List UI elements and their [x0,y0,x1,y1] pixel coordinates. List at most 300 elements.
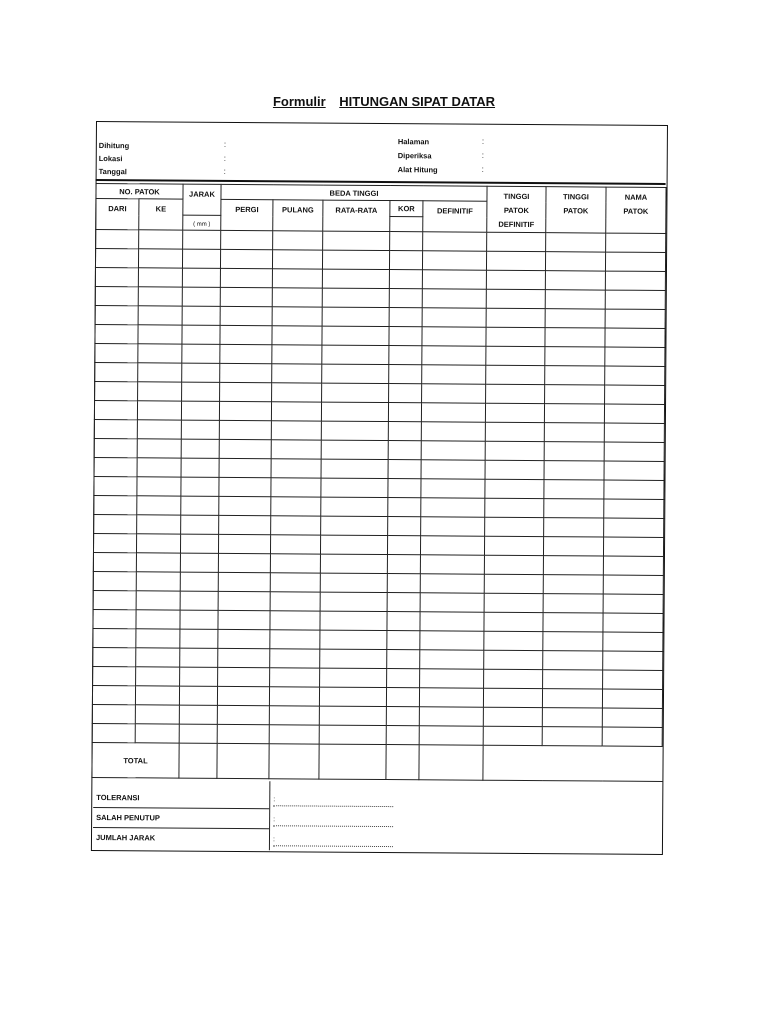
table-cell[interactable] [605,252,665,271]
table-cell[interactable] [389,327,422,346]
footer-field-jumlah-jarak[interactable]: : [273,835,393,847]
table-cell[interactable] [486,289,545,308]
total-cell[interactable] [319,744,386,779]
table-cell[interactable] [484,650,543,669]
table-cell[interactable] [271,402,321,421]
table-cell[interactable] [483,726,542,745]
table-cell[interactable] [137,439,181,458]
table-cell[interactable] [389,289,422,308]
table-cell[interactable] [484,593,543,612]
table-cell[interactable] [136,610,180,629]
table-cell[interactable] [544,423,604,442]
table-cell[interactable] [543,613,603,632]
table-cell[interactable] [387,669,420,688]
table-cell[interactable] [182,363,220,382]
table-cell[interactable] [181,458,219,477]
table-cell[interactable] [389,365,422,384]
table-cell[interactable] [272,307,322,326]
table-cell[interactable] [486,384,545,403]
table-cell[interactable] [181,401,219,420]
table-cell[interactable] [602,708,662,727]
table-cell[interactable] [136,591,180,610]
table-cell[interactable] [220,287,272,306]
table-cell[interactable] [180,629,218,648]
table-cell[interactable] [93,533,136,552]
table-cell[interactable] [271,440,321,459]
table-cell[interactable] [220,344,272,363]
table-cell[interactable] [543,537,603,556]
table-cell[interactable] [603,537,663,556]
table-cell[interactable] [271,459,321,478]
table-cell[interactable] [604,461,664,480]
table-cell[interactable] [322,364,389,383]
table-cell[interactable] [92,704,135,723]
table-cell[interactable] [604,404,664,423]
table-cell[interactable] [218,591,270,610]
table-cell[interactable] [219,458,271,477]
table-cell[interactable] [320,592,387,611]
table-cell[interactable] [93,571,136,590]
table-cell[interactable] [272,326,322,345]
table-cell[interactable] [136,572,180,591]
table-cell[interactable] [322,383,389,402]
table-cell[interactable] [485,460,544,479]
table-cell[interactable] [387,612,420,631]
table-cell[interactable] [322,288,389,307]
table-cell[interactable] [605,366,665,385]
table-cell[interactable] [94,438,137,457]
table-cell[interactable] [182,287,220,306]
table-cell[interactable] [420,555,484,574]
table-cell[interactable] [219,477,271,496]
table-cell[interactable] [93,609,136,628]
table-cell[interactable] [545,252,605,271]
table-cell[interactable] [220,325,272,344]
table-cell[interactable] [138,344,182,363]
table-cell[interactable] [270,554,320,573]
total-cell[interactable] [179,743,217,778]
table-cell[interactable] [272,383,322,402]
table-cell[interactable] [320,630,387,649]
table-cell[interactable] [321,459,388,478]
table-cell[interactable] [485,517,544,536]
table-cell[interactable] [218,629,270,648]
table-cell[interactable] [421,422,485,441]
table-cell[interactable] [220,306,272,325]
table-cell[interactable] [271,516,321,535]
table-cell[interactable] [322,269,389,288]
table-cell[interactable] [182,306,220,325]
table-cell[interactable] [420,612,484,631]
table-cell[interactable] [604,423,664,442]
table-cell[interactable] [486,346,545,365]
table-cell[interactable] [603,575,663,594]
table-cell[interactable] [179,705,217,724]
table-cell[interactable] [95,305,138,324]
table-cell[interactable] [94,457,137,476]
table-cell[interactable] [387,555,420,574]
table-cell[interactable] [388,403,421,422]
table-cell[interactable] [219,496,271,515]
table-cell[interactable] [181,515,219,534]
table-cell[interactable] [543,556,603,575]
table-cell[interactable] [139,230,183,249]
table-cell[interactable] [544,499,604,518]
table-cell[interactable] [136,667,180,686]
table-cell[interactable] [182,344,220,363]
table-cell[interactable] [321,516,388,535]
table-cell[interactable] [387,631,420,650]
table-cell[interactable] [485,498,544,517]
table-cell[interactable] [181,496,219,515]
table-cell[interactable] [271,478,321,497]
total-cell[interactable] [386,745,419,780]
table-cell[interactable] [322,250,389,269]
table-cell[interactable] [138,382,182,401]
table-cell[interactable] [485,479,544,498]
table-cell[interactable] [182,382,220,401]
table-cell[interactable] [387,536,420,555]
table-cell[interactable] [545,366,605,385]
table-cell[interactable] [321,402,388,421]
table-cell[interactable] [388,441,421,460]
table-cell[interactable] [270,611,320,630]
table-cell[interactable] [95,324,138,343]
table-cell[interactable] [269,687,319,706]
table-cell[interactable] [388,460,421,479]
table-cell[interactable] [605,271,665,290]
table-cell[interactable] [93,552,136,571]
table-cell[interactable] [93,590,136,609]
table-cell[interactable] [138,306,182,325]
table-cell[interactable] [422,346,486,365]
table-cell[interactable] [95,381,138,400]
table-cell[interactable] [183,230,221,249]
table-cell[interactable] [271,421,321,440]
table-cell[interactable] [320,554,387,573]
table-cell[interactable] [319,725,386,744]
table-cell[interactable] [421,479,485,498]
table-cell[interactable] [138,287,182,306]
table-cell[interactable] [545,309,605,328]
table-cell[interactable] [422,289,486,308]
table-cell[interactable] [322,326,389,345]
table-cell[interactable] [269,706,319,725]
table-cell[interactable] [486,365,545,384]
table-cell[interactable] [272,269,322,288]
table-cell[interactable] [545,271,605,290]
table-cell[interactable] [421,403,485,422]
table-cell[interactable] [321,478,388,497]
table-cell[interactable] [320,573,387,592]
table-cell[interactable] [388,517,421,536]
table-cell[interactable] [137,477,181,496]
table-cell[interactable] [272,364,322,383]
table-cell[interactable] [181,420,219,439]
table-cell[interactable] [543,632,603,651]
table-cell[interactable] [217,686,269,705]
table-cell[interactable] [486,308,545,327]
table-cell[interactable] [320,535,387,554]
table-cell[interactable] [219,420,271,439]
table-cell[interactable] [180,610,218,629]
table-cell[interactable] [321,497,388,516]
table-cell[interactable] [180,572,218,591]
table-cell[interactable] [420,631,484,650]
table-cell[interactable] [180,591,218,610]
table-cell[interactable] [182,249,220,268]
table-cell[interactable] [604,518,664,537]
table-cell[interactable] [484,574,543,593]
table-cell[interactable] [320,611,387,630]
table-cell[interactable] [95,286,138,305]
table-cell[interactable] [422,308,486,327]
table-cell[interactable] [421,498,485,517]
table-cell[interactable] [484,612,543,631]
table-cell[interactable] [545,385,605,404]
table-cell[interactable] [542,689,602,708]
table-cell[interactable] [94,400,137,419]
table-cell[interactable] [136,534,180,553]
table-cell[interactable] [388,422,421,441]
table-cell[interactable] [218,648,270,667]
table-cell[interactable] [546,233,606,252]
table-cell[interactable] [270,573,320,592]
table-cell[interactable] [389,346,422,365]
table-cell[interactable] [94,495,137,514]
table-cell[interactable] [602,727,662,746]
table-cell[interactable] [604,499,664,518]
table-cell[interactable] [92,723,135,742]
table-cell[interactable] [95,267,138,286]
table-cell[interactable] [320,649,387,668]
table-cell[interactable] [217,705,269,724]
table-cell[interactable] [180,648,218,667]
table-cell[interactable] [543,575,603,594]
table-cell[interactable] [179,724,217,743]
table-cell[interactable] [421,441,485,460]
table-cell[interactable] [321,421,388,440]
table-cell[interactable] [217,724,269,743]
table-cell[interactable] [542,727,602,746]
table-cell[interactable] [137,401,181,420]
table-cell[interactable] [182,325,220,344]
table-cell[interactable] [420,593,484,612]
table-cell[interactable] [390,232,423,251]
table-cell[interactable] [389,308,422,327]
table-cell[interactable] [93,647,136,666]
table-cell[interactable] [386,707,419,726]
total-cell[interactable] [217,743,269,778]
table-cell[interactable] [604,442,664,461]
table-cell[interactable] [421,517,485,536]
table-cell[interactable] [137,515,181,534]
table-cell[interactable] [387,593,420,612]
table-cell[interactable] [421,460,485,479]
table-cell[interactable] [319,687,386,706]
table-cell[interactable] [422,384,486,403]
table-cell[interactable] [388,479,421,498]
table-cell[interactable] [320,668,387,687]
table-cell[interactable] [386,726,419,745]
table-cell[interactable] [138,325,182,344]
table-cell[interactable] [270,592,320,611]
table-cell[interactable] [270,535,320,554]
table-cell[interactable] [219,401,271,420]
table-cell[interactable] [219,439,271,458]
table-cell[interactable] [94,514,137,533]
table-cell[interactable] [419,688,483,707]
table-cell[interactable] [603,594,663,613]
table-cell[interactable] [137,458,181,477]
table-cell[interactable] [319,706,386,725]
table-cell[interactable] [605,385,665,404]
table-cell[interactable] [544,480,604,499]
table-cell[interactable] [420,536,484,555]
table-cell[interactable] [484,631,543,650]
table-cell[interactable] [420,669,484,688]
table-cell[interactable] [270,630,320,649]
table-cell[interactable] [485,441,544,460]
table-cell[interactable] [220,382,272,401]
table-cell[interactable] [486,270,545,289]
table-cell[interactable] [270,649,320,668]
table-cell[interactable] [603,670,663,689]
table-cell[interactable] [323,231,390,250]
table-cell[interactable] [135,686,179,705]
table-cell[interactable] [182,268,220,287]
table-cell[interactable] [544,442,604,461]
table-cell[interactable] [94,419,137,438]
table-cell[interactable] [420,574,484,593]
table-cell[interactable] [269,725,319,744]
table-cell[interactable] [138,268,182,287]
table-cell[interactable] [544,518,604,537]
table-cell[interactable] [322,345,389,364]
table-cell[interactable] [544,404,604,423]
table-cell[interactable] [423,232,487,251]
table-cell[interactable] [484,536,543,555]
table-cell[interactable] [389,251,422,270]
table-cell[interactable] [419,726,483,745]
table-cell[interactable] [95,362,138,381]
table-cell[interactable] [273,231,323,250]
table-cell[interactable] [543,594,603,613]
table-cell[interactable] [272,288,322,307]
table-cell[interactable] [605,347,665,366]
table-cell[interactable] [93,628,136,647]
table-cell[interactable] [386,688,419,707]
table-cell[interactable] [218,553,270,572]
table-cell[interactable] [271,497,321,516]
table-cell[interactable] [484,669,543,688]
table-cell[interactable] [218,667,270,686]
table-cell[interactable] [138,249,182,268]
table-cell[interactable] [388,498,421,517]
table-cell[interactable] [180,534,218,553]
table-cell[interactable] [604,480,664,499]
table-cell[interactable] [93,666,136,685]
table-cell[interactable] [605,328,665,347]
table-cell[interactable] [422,270,486,289]
table-cell[interactable] [419,707,483,726]
table-cell[interactable] [181,439,219,458]
table-cell[interactable] [603,556,663,575]
table-cell[interactable] [422,327,486,346]
table-cell[interactable] [605,290,665,309]
table-cell[interactable] [485,422,544,441]
table-cell[interactable] [485,403,544,422]
table-cell[interactable] [545,290,605,309]
total-cell[interactable] [419,745,483,780]
table-cell[interactable] [603,613,663,632]
table-cell[interactable] [483,688,542,707]
table-cell[interactable] [135,724,179,743]
table-cell[interactable] [486,327,545,346]
table-cell[interactable] [136,629,180,648]
table-cell[interactable] [179,686,217,705]
table-cell[interactable] [483,707,542,726]
table-cell[interactable] [95,249,138,268]
table-cell[interactable] [420,650,484,669]
table-cell[interactable] [96,230,139,249]
table-cell[interactable] [603,651,663,670]
table-cell[interactable] [94,476,137,495]
table-cell[interactable] [606,233,666,252]
table-cell[interactable] [95,343,138,362]
table-cell[interactable] [272,250,322,269]
table-cell[interactable] [487,232,546,251]
footer-field-salah-penutup[interactable]: : [273,815,393,827]
table-cell[interactable] [486,251,545,270]
table-cell[interactable] [218,610,270,629]
table-cell[interactable] [136,553,180,572]
table-cell[interactable] [387,574,420,593]
table-cell[interactable] [605,309,665,328]
table-cell[interactable] [219,515,271,534]
table-cell[interactable] [220,363,272,382]
table-cell[interactable] [221,230,273,249]
table-cell[interactable] [484,555,543,574]
table-cell[interactable] [220,268,272,287]
table-cell[interactable] [389,270,422,289]
table-cell[interactable] [180,553,218,572]
table-cell[interactable] [422,365,486,384]
total-cell[interactable] [269,744,319,779]
table-cell[interactable] [603,632,663,651]
table-cell[interactable] [272,345,322,364]
table-cell[interactable] [387,650,420,669]
table-cell[interactable] [543,651,603,670]
table-cell[interactable] [322,307,389,326]
table-cell[interactable] [136,648,180,667]
table-cell[interactable] [218,534,270,553]
table-cell[interactable] [389,384,422,403]
table-cell[interactable] [138,363,182,382]
table-cell[interactable] [135,705,179,724]
table-cell[interactable] [220,249,272,268]
table-cell[interactable] [137,420,181,439]
table-cell[interactable] [218,572,270,591]
table-cell[interactable] [181,477,219,496]
footer-field-toleransi[interactable]: : [273,795,393,807]
table-cell[interactable] [92,685,135,704]
table-cell[interactable] [180,667,218,686]
table-cell[interactable] [543,670,603,689]
table-cell[interactable] [545,328,605,347]
table-cell[interactable] [137,496,181,515]
table-cell[interactable] [270,668,320,687]
